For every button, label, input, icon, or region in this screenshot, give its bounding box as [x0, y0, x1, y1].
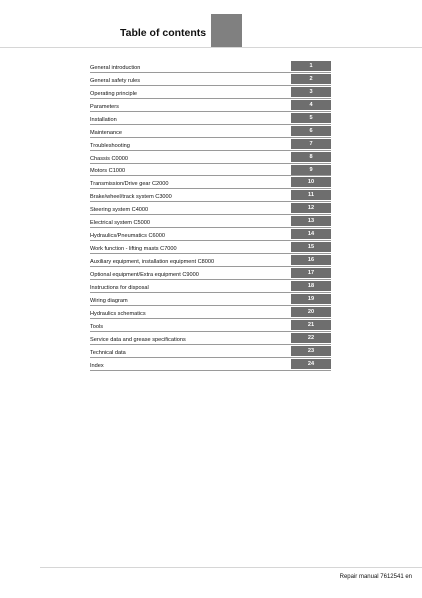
toc-entry-label: Motors C1000 [90, 168, 126, 175]
toc-entry[interactable] [90, 164, 331, 177]
toc-entry[interactable] [90, 176, 331, 189]
toc-entry-number-tab: 17 [291, 268, 331, 278]
toc-entry-label: Service data and grease specifications [90, 336, 186, 343]
toc-entry[interactable] [90, 215, 331, 228]
toc-entry-number-tab: 12 [291, 203, 331, 213]
toc-entry-label: Auxiliary equipment, installation equipment C8000 [90, 259, 215, 265]
toc-entry-number-tab: 11 [291, 190, 331, 200]
toc-entry[interactable] [90, 189, 331, 202]
toc-entry-number-tab: 22 [291, 333, 331, 343]
toc-entry-label: Work function - lifting masts C7000 [90, 246, 177, 253]
toc-entry-label: Transmission/Drive gear C2000 [90, 181, 169, 188]
toc-entry[interactable] [90, 125, 331, 138]
toc-entry-label: Maintenance [90, 129, 123, 136]
title-bar [0, 0, 422, 48]
toc-entry-number-tab: 1 [291, 61, 331, 71]
toc-entry[interactable] [90, 138, 331, 151]
toc-entry-label: Chassis C0000 [90, 155, 128, 162]
toc-entry-label: General safety rules [90, 77, 141, 84]
title-divider [0, 47, 422, 48]
toc-entry-number-tab: 13 [291, 216, 331, 226]
toc-entry-label: Operating principle [90, 90, 137, 97]
toc-entry-number-tab: 19 [291, 294, 331, 304]
toc-entry[interactable] [90, 60, 331, 73]
toc-entry-number-tab: 6 [291, 126, 331, 136]
toc-entry-label: Hydraulics schematics [90, 310, 146, 317]
toc-entry-label: Steering system C4000 [90, 207, 149, 214]
toc-entry[interactable] [90, 332, 331, 345]
toc-entry-number-tab: 15 [291, 242, 331, 252]
toc-entry[interactable] [90, 345, 331, 358]
toc-entry[interactable] [90, 280, 331, 293]
toc-entry-number-tab: 8 [291, 152, 331, 162]
toc-entry-label: Technical data [90, 349, 126, 356]
toc-entry[interactable] [90, 267, 331, 280]
toc-entry-label: Hydraulics/Pneumatics C6000 [90, 233, 165, 240]
toc-entry[interactable] [90, 73, 331, 86]
toc-entry-label: Brake/wheel/track system C3000 [90, 194, 172, 201]
toc-entry-label: Electrical system C5000 [90, 220, 150, 227]
toc-entry-number-tab: 21 [291, 320, 331, 330]
footer-divider [40, 567, 422, 568]
toc-entry[interactable] [90, 319, 331, 332]
toc-entry-label: Instructions for disposal [90, 284, 149, 291]
toc-entry-number-tab: 10 [291, 177, 331, 187]
footer-manual-number: Repair manual 7612541 en [339, 574, 412, 580]
toc-entry[interactable] [90, 254, 331, 267]
title-accent-square [211, 14, 242, 48]
toc-entry[interactable] [90, 358, 331, 371]
toc-entry[interactable] [90, 112, 331, 125]
toc-entry-number-tab: 3 [291, 87, 331, 97]
page-title: Table of contents [120, 27, 207, 39]
toc-entry-number-tab: 7 [291, 139, 331, 149]
toc-entry-number-tab: 18 [291, 281, 331, 291]
toc-entry-label: Wiring diagram [90, 297, 128, 304]
toc-entry-number-tab: 16 [291, 255, 331, 265]
table-of-contents [90, 60, 331, 371]
toc-entry[interactable] [90, 241, 331, 254]
toc-entry-label: Troubleshooting [90, 142, 130, 149]
toc-entry-label: Installation [90, 116, 117, 123]
toc-entry[interactable] [90, 99, 331, 112]
toc-entry[interactable] [90, 228, 331, 241]
toc-entry-label: Index [90, 362, 104, 369]
toc-entry-number-tab: 14 [291, 229, 331, 239]
toc-entry-number-tab: 24 [291, 359, 331, 369]
toc-entry-label: General introduction [90, 64, 141, 71]
toc-entry-label: Tools [90, 323, 104, 330]
toc-entry-number-tab: 20 [291, 307, 331, 317]
toc-entry-label: Parameters [90, 103, 119, 110]
toc-entry[interactable] [90, 86, 331, 99]
toc-entry-label: Optional equipment/Extra equipment C9000 [90, 271, 199, 278]
toc-entry[interactable] [90, 306, 331, 319]
toc-entry-number-tab: 9 [291, 165, 331, 175]
toc-entry-number-tab: 2 [291, 74, 331, 84]
toc-entry[interactable] [90, 293, 331, 306]
toc-entry-number-tab: 23 [291, 346, 331, 356]
toc-entry[interactable] [90, 202, 331, 215]
toc-entry-number-tab: 4 [291, 100, 331, 110]
toc-entry[interactable] [90, 151, 331, 164]
toc-entry-number-tab: 5 [291, 113, 331, 123]
